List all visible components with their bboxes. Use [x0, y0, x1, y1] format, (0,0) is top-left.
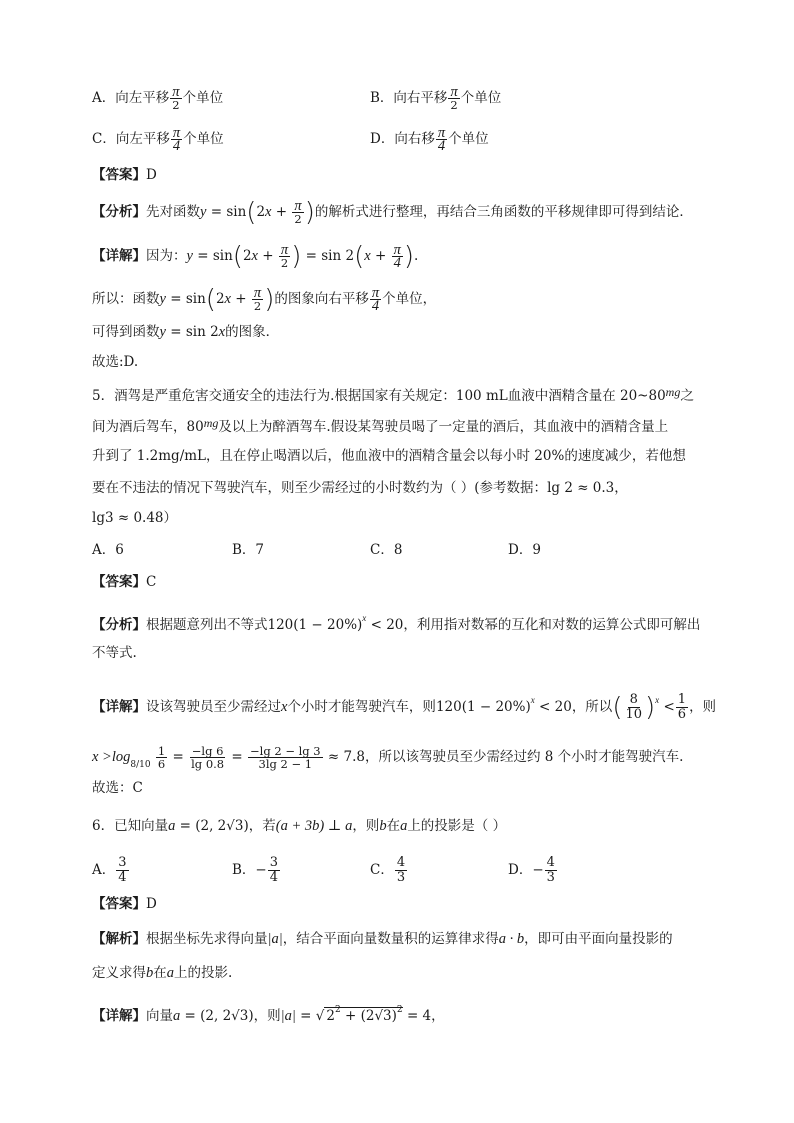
- fraction: $\frac{\pi}{2}$: [294, 198, 302, 226]
- q5-option-a: A．6: [92, 542, 124, 558]
- q6-analysis-line2: 定义求得b在a上的投影.: [92, 965, 233, 981]
- q4-option-a-label: A．向左平移: [92, 90, 170, 106]
- q5-answer: 【答案】C: [92, 574, 157, 590]
- q4-option-b: B．向右平移 $\frac{\pi}{2}$ 个单位: [370, 84, 502, 112]
- q6-analysis-line1: 【解析】根据坐标先求得向量|a|，结合平面向量数量积的运算律求得a · b，即可由平面向量投影的: [92, 931, 673, 947]
- q4-option-b-label: B．向右平移: [370, 90, 448, 106]
- q6-option-b: B．− $\frac{3}{4}$: [232, 855, 279, 885]
- q6-stem: 6．已知向量a = (2, 2√3)，若(a + 3b) ⊥ a，则b在a上的投影是（ ）: [92, 818, 507, 834]
- q4-option-c: C．向左平移 $\frac{\pi}{4}$ 个单位: [92, 125, 224, 154]
- q5-choose: 故选：C: [92, 780, 143, 796]
- q5-detail-line2: $x >\log_{8/10}$ $\frac{1}{6}$ = $\frac{-\lg 6}{\lg 0.8}$ = $\frac{-\lg 2 - \lg 3}{3\lg 2 - 1}$ ≈ 7.8，所以该驾驶员至少需经过约 8 个小时才能驾驶汽车.: [92, 744, 684, 771]
- fraction: $\frac{\pi}{4}$: [172, 125, 181, 154]
- q4-line3: 可得到函数y = sin 2x的图象．: [92, 324, 280, 340]
- fraction: $\frac{\pi}{2}$: [172, 84, 180, 112]
- q5-analysis-line2: 不等式.: [92, 645, 137, 661]
- q5-stem-line1: 5．酒驾是严重危害交通安全的违法行为.根据国家有关规定：100 mL血液中酒精含量在 20~80mg之: [92, 385, 694, 404]
- fraction: $\frac{\pi}{2}$: [450, 84, 458, 112]
- q5-option-c: C．8: [370, 542, 403, 558]
- q4-detail: 【详解】因为：y = sin(2x + $\frac{\pi}{2}$ ) = sin 2(x + $\frac{\pi}{4}$ ).: [92, 241, 419, 272]
- q4-answer: 【答案】D: [92, 167, 157, 183]
- q5-stem-line3: 升到了 1.2mg/mL，且在停止喝酒以后，他血液中的酒精含量会以每小时 20%的速度减少，若他想: [92, 448, 686, 464]
- q5-stem-line5: lg3 ≈ 0.48）: [92, 510, 178, 526]
- q6-option-a: A． $\frac{3}{4}$: [92, 855, 127, 885]
- q5-option-d: D．9: [508, 542, 541, 558]
- q4-option-a: A．向左平移 $\frac{\pi}{2}$ 个单位: [92, 84, 224, 112]
- q6-detail: 【详解】向量a = (2, 2√3)，则|a| = √ $2^2 + (2√3)^2 = 4$，: [92, 1005, 445, 1024]
- q4-analysis: 【分析】先对函数y = sin(2x + $\frac{\pi}{2}$ )的解析式进行整理，再结合三角函数的平移规律即可得到结论．: [92, 197, 693, 228]
- q6-option-c: C． $\frac{4}{3}$: [370, 855, 406, 885]
- q6-option-d: D．− $\frac{4}{3}$: [508, 855, 555, 885]
- fraction: $\frac{\pi}{4}$: [437, 125, 446, 154]
- q5-stem-line2: 间为酒后驾车，80mg及以上为醉酒驾车.假设某驾驶员喝了一定量的酒后，其血液中的酒精含量上: [92, 416, 669, 435]
- q5-analysis-line1: 【分析】根据题意列出不等式$120(1 - 20\%)^x < 20$，利用指对数幂的互化和对数的运算公式即可解出: [92, 613, 701, 633]
- q5-detail-line1: 【详解】设该驾驶员至少需经过x个小时才能驾驶汽车，则$120(1 - 20\%)^x < 20$，所以( $\frac{8}{10}$ )$^x$ < $\frac{1}{6}$ ，则: [92, 692, 717, 723]
- q4-choose: 故选:D.: [92, 354, 139, 370]
- q5-stem-line4: 要在不违法的情况下驾驶汽车，则至少需经过的小时数约为（ ）(参考数据：lg 2 ≈ 0.3，: [92, 480, 628, 496]
- q4-option-d: D．向右移 $\frac{\pi}{4}$ 个单位: [370, 125, 489, 154]
- q6-answer: 【答案】D: [92, 896, 157, 912]
- q4-line2: 所以：函数y = sin(2x + $\frac{\pi}{2}$ )的图象向右平移 $\frac{\pi}{4}$ 个单位，: [92, 284, 437, 315]
- q5-option-b: B．7: [232, 542, 265, 558]
